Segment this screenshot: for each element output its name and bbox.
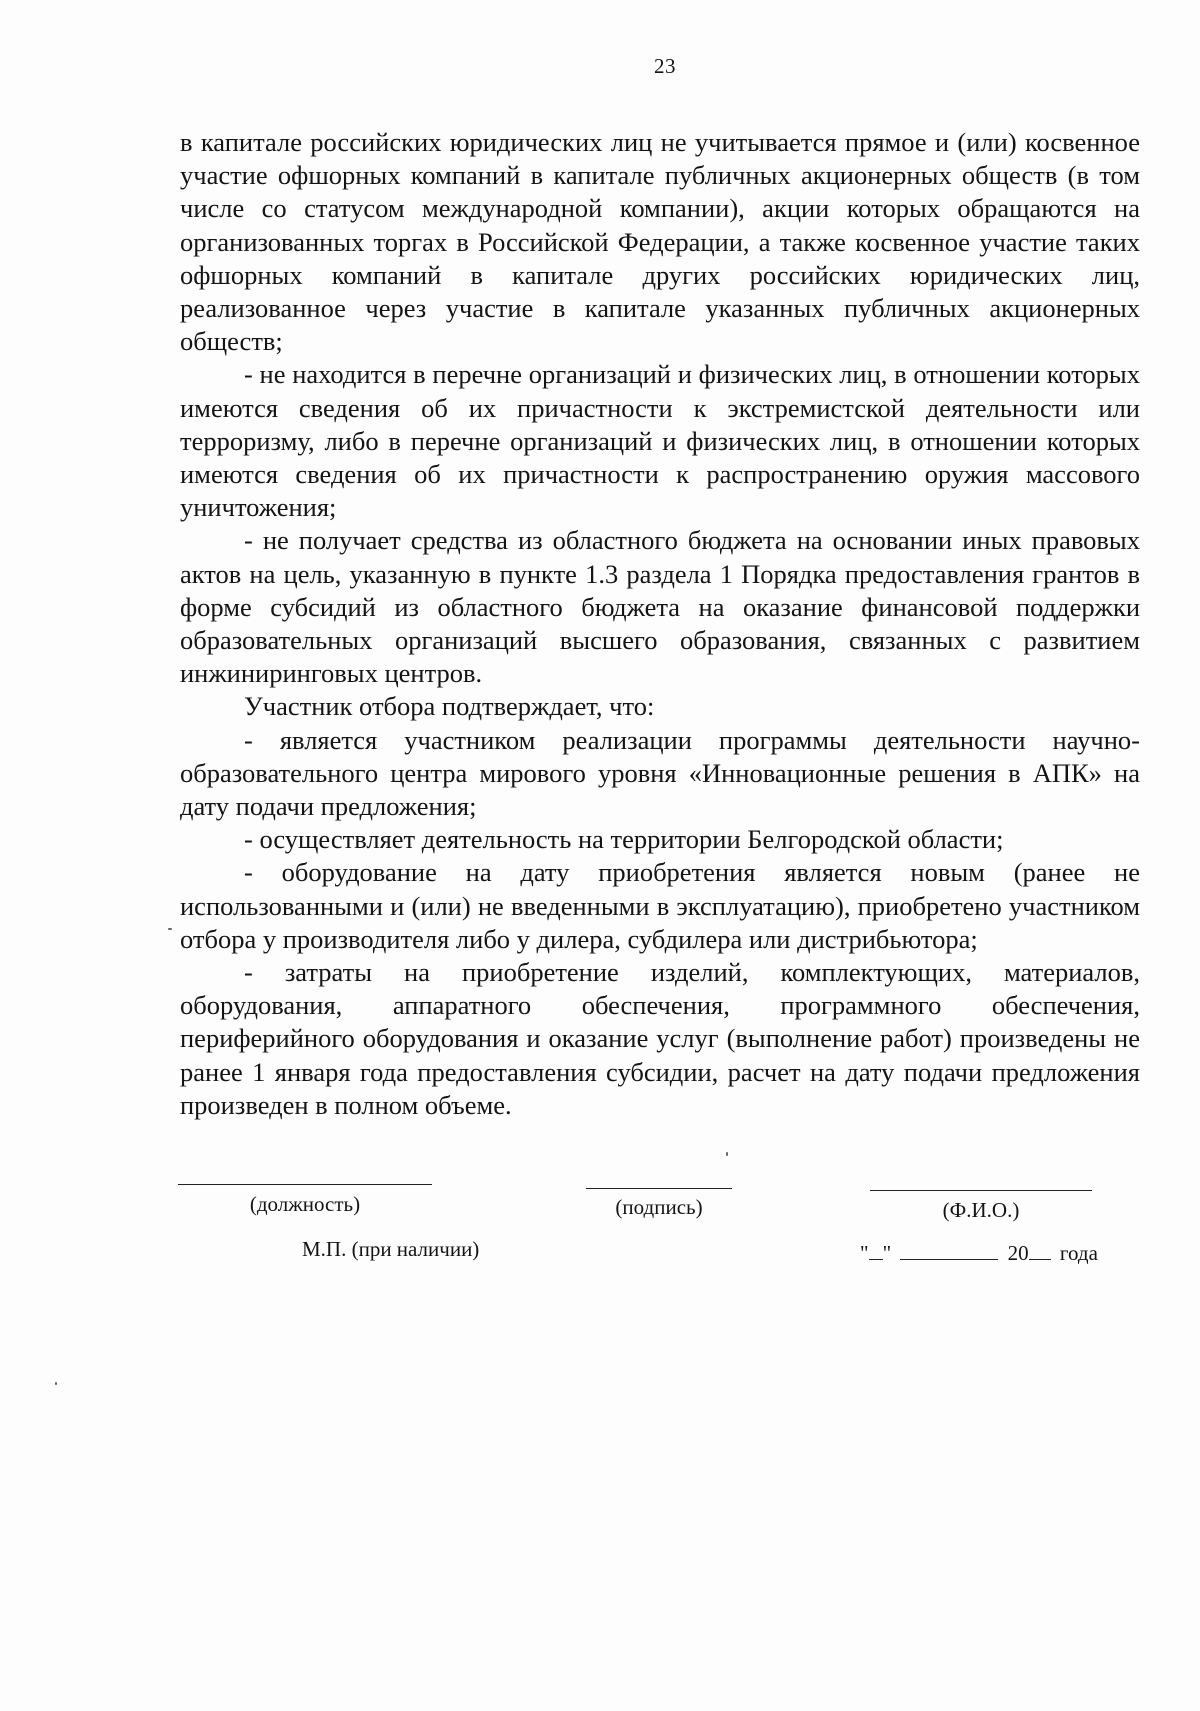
- scan-speck: [726, 1152, 728, 1156]
- month-blank: [900, 1258, 998, 1260]
- paragraph-program-participant: - является участником реализации программы деятельности научно-образовательного центра мирового уровня «Инновационные решения в АПК» на дату подачи предложения;: [180, 724, 1140, 822]
- paragraph-confirms-intro: Участник отбора подтверждает, что:: [244, 691, 655, 722]
- stamp-note: М.П. (при наличии): [302, 1237, 480, 1261]
- day-blank: [869, 1258, 883, 1260]
- position-line: [178, 1184, 432, 1185]
- name-line: [870, 1190, 1092, 1191]
- signature-line: [586, 1188, 732, 1189]
- document-body: [180, 126, 1140, 1122]
- paragraph-expenses: - затраты на приобретение изделий, комплектующих, материалов, оборудования, аппаратного обеспечения, программного обеспечения, периферийного оборудования и оказание услуг (выполнение работ) произведены не ранее 1 января года предоставления субсидии, расчет на дату подачи предложения произведен в полном объеме.: [180, 957, 1140, 1120]
- paragraph-belgorod-activity: - осуществляет деятельность на территории Белгородской области;: [244, 824, 1004, 855]
- year-blank: [1029, 1258, 1051, 1260]
- paragraph-extremism-list: - не находится в перечне организаций и физических лиц, в отношении которых имеются сведения об их причастности к экстремистской деятельности или терроризму, либо в перечне организаций и физических лиц, в отношении которых имеются сведения об их причастности к распространению оружия массового уничтожения;: [180, 359, 1140, 523]
- date-line: [860, 1241, 1098, 1266]
- scan-speck: [55, 1382, 57, 1385]
- signature-block: [0, 1175, 1200, 1295]
- page-number: 23: [654, 54, 676, 78]
- date-open-quote: ": [860, 1241, 869, 1265]
- date-year-prefix: 20: [1007, 1241, 1029, 1265]
- date-year-suffix: года: [1059, 1241, 1098, 1265]
- name-caption: (Ф.И.О.): [942, 1198, 1020, 1222]
- position-caption: (должность): [249, 1192, 361, 1216]
- scan-speck: [168, 928, 172, 930]
- paragraph-offshore-participation: в капитале российских юридических лиц не учитывается прямое и (или) косвенное участие офшорных компаний в капитале публичных акционерных обществ (в том числе со статусом международной компании), акции которых обращаются на организованных торгах в Российской Федерации, а также косвенное участие таких офшорных компаний в капитале других российских юридических лиц, реализованное через участие в капитале указанных публичных акционерных обществ;: [180, 127, 1140, 357]
- paragraph-new-equipment: - оборудование на дату приобретения является новым (ранее не использованными и (или) не введенными в эксплуатацию), приобретено участником отбора у производителя либо у дилера, субдилера или дистрибьютора;: [180, 857, 1140, 954]
- signature-caption: (подпись): [615, 1195, 703, 1219]
- date-close-quote: ": [882, 1241, 892, 1265]
- paragraph-budget-funds: - не получает средства из областного бюджета на основании иных правовых актов на цель, указанную в пункте 1.3 раздела 1 Порядка предоставления грантов в форме субсидий из областного бюджета на оказание финансовой поддержки образовательных организаций высшего образования, связанных с развитием инжиниринговых центров.: [180, 525, 1140, 689]
